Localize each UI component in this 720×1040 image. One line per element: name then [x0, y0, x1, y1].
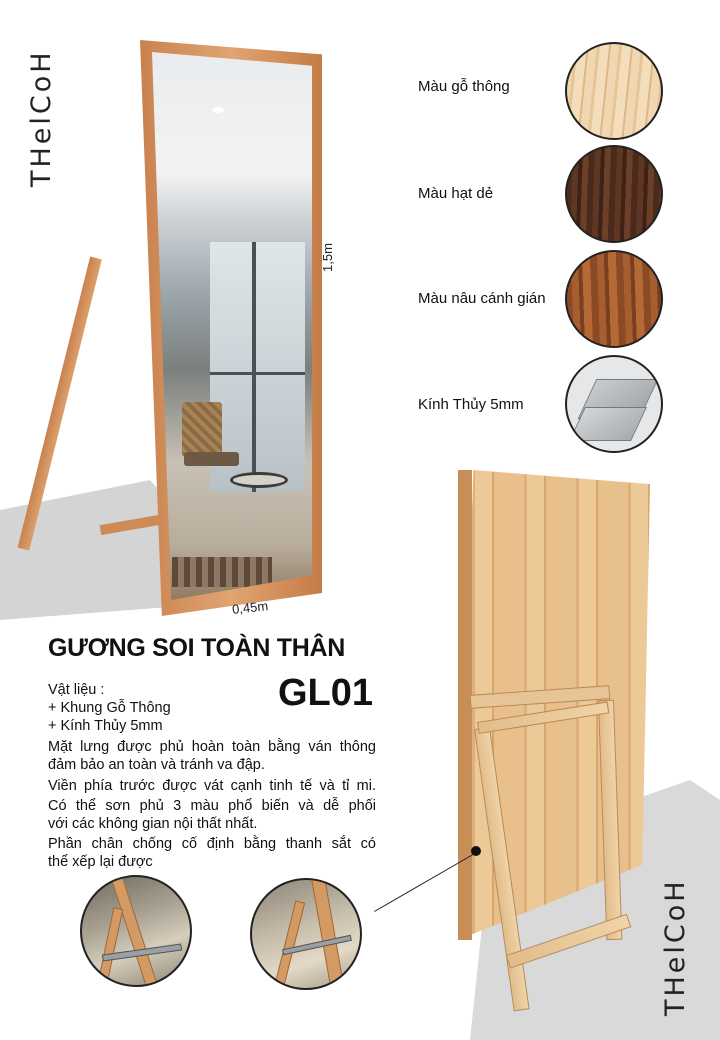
wood-leg-detail [91, 907, 124, 987]
window-frame [252, 242, 256, 492]
brand-logo-bottom: THelCoH [660, 878, 691, 1016]
window-frame [210, 372, 305, 375]
ceiling-light [212, 107, 224, 113]
description-line: đảm bảo an toàn và tránh va đập. [48, 757, 265, 773]
product-code: GL01 [278, 672, 374, 714]
mirror-glass [152, 52, 312, 600]
brand-logo-top: THelCoH [26, 49, 57, 187]
height-dimension: 1,5m [320, 243, 335, 272]
side-table-reflection [230, 472, 288, 488]
description-line: thể xếp lại được [48, 854, 153, 870]
chair-reflection [182, 402, 222, 457]
walnut-wood-swatch-icon [565, 145, 663, 243]
material-item: + Khung Gỗ Thông [48, 700, 171, 716]
wood-leg-detail [310, 878, 348, 990]
swatch-label-glass: Kính Thủy 5mm [418, 396, 524, 413]
width-dimension: 0,45m [231, 598, 269, 617]
swatch-label-walnut: Màu hạt dẻ [418, 185, 494, 202]
stand-detail-photo-1 [80, 875, 192, 987]
swatch-label-brown: Màu nâu cánh gián [418, 290, 546, 307]
description-line: Phần chân chống cố định bằng thanh sắt có [48, 836, 376, 852]
pine-wood-swatch-icon [565, 42, 663, 140]
materials-heading: Vật liệu : [48, 682, 105, 698]
callout-dot [471, 846, 481, 856]
stand-detail-photo-2 [250, 878, 362, 990]
description-line: với các không gian nội thất nhất. [48, 816, 258, 832]
glass-sheet-swatch-icon [565, 355, 663, 453]
swatch-label-pine: Màu gỗ thông [418, 78, 510, 95]
brown-wood-swatch-icon [565, 250, 663, 348]
chair-seat-reflection [184, 452, 239, 466]
description-line: Viền phía trước được vát cạnh tinh tế và tỉ mi. [48, 778, 376, 794]
material-item: + Kính Thủy 5mm [48, 718, 163, 734]
description-line: Mặt lưng được phủ hoàn toàn bằng ván thông [48, 739, 376, 755]
rug-reflection [172, 557, 272, 587]
product-title: GƯƠNG SOI TOÀN THÂN [48, 634, 346, 662]
description-line: Có thể sơn phủ 3 màu phổ biến và dễ phối [48, 798, 376, 814]
